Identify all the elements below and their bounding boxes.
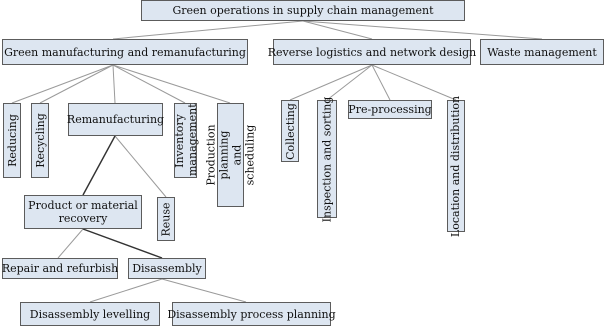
green-manufacturing-node xyxy=(2,39,248,65)
production-planning-node xyxy=(204,103,257,207)
preprocessing-label: Pre-processing xyxy=(348,103,432,116)
reducing-label: Reducing xyxy=(5,114,19,167)
location-distribution-label: Location and distribution xyxy=(449,95,463,237)
root-label: Green operations in supply chain management xyxy=(172,4,434,17)
inventory-node xyxy=(174,103,197,178)
disassembly-levelling-node xyxy=(20,302,160,326)
disassembly-process-planning-node xyxy=(167,302,336,326)
product-recovery-label: Product or material recovery xyxy=(28,199,138,225)
inspection-sorting-node xyxy=(317,96,337,222)
product-recovery-node xyxy=(24,195,142,229)
collecting-node xyxy=(281,100,299,162)
collecting-label: Collecting xyxy=(283,102,297,160)
link-root-manufacturing xyxy=(113,21,303,39)
green-manufacturing-label: Green manufacturing and remanufacturing xyxy=(4,45,246,59)
waste-management-node xyxy=(480,39,604,65)
link-manufacturing-reducing xyxy=(12,65,113,103)
remanufacturing-label: Remanufacturing xyxy=(66,113,165,126)
repair-refurbish-node xyxy=(2,258,118,279)
disassembly-process-planning-label: Disassembly process planning xyxy=(167,307,336,321)
remanufacturing-node xyxy=(68,103,163,136)
repair-refurbish-label: Repair and refurbish xyxy=(1,262,119,275)
link-logistics-collecting xyxy=(290,65,372,100)
reuse-node xyxy=(157,197,175,241)
recycling-label: Recycling xyxy=(33,113,47,168)
preprocessing-node xyxy=(348,100,432,119)
reverse-logistics-node xyxy=(267,39,477,65)
link-logistics-preprocessing xyxy=(372,65,390,100)
link-logistics-inspection xyxy=(327,65,372,100)
production-planning-label: Production planning and scheduling xyxy=(204,124,257,186)
waste-management-label: Waste management xyxy=(487,45,597,59)
reducing-node xyxy=(3,103,21,178)
link-logistics-location xyxy=(372,65,456,100)
link-remanufacturing-reuse xyxy=(115,136,166,197)
link-manufacturing-inventory xyxy=(113,65,185,103)
recycling-node xyxy=(31,103,49,178)
reverse-logistics-label: Reverse logistics and network design xyxy=(267,45,477,59)
link-recovery-repair xyxy=(58,229,83,258)
reuse-label: Reuse xyxy=(159,201,173,237)
link-manufacturing-production xyxy=(113,65,230,103)
link-recovery-disassembly-strong xyxy=(83,229,162,258)
disassembly-node xyxy=(128,258,206,279)
link-remanufacturing-recovery-strong xyxy=(83,136,115,195)
inspection-sorting-label: Inspection and sorting xyxy=(320,96,334,222)
link-disassembly-planning xyxy=(162,279,246,302)
disassembly-label: Disassembly xyxy=(132,262,202,275)
link-manufacturing-recycling xyxy=(40,65,113,103)
link-disassembly-levelling xyxy=(90,279,162,302)
root-node xyxy=(141,0,465,21)
disassembly-levelling-label: Disassembly levelling xyxy=(29,307,151,321)
location-distribution-node xyxy=(447,95,465,237)
inventory-label: Inventory management xyxy=(172,102,199,176)
link-manufacturing-remanufacturing xyxy=(113,65,115,103)
